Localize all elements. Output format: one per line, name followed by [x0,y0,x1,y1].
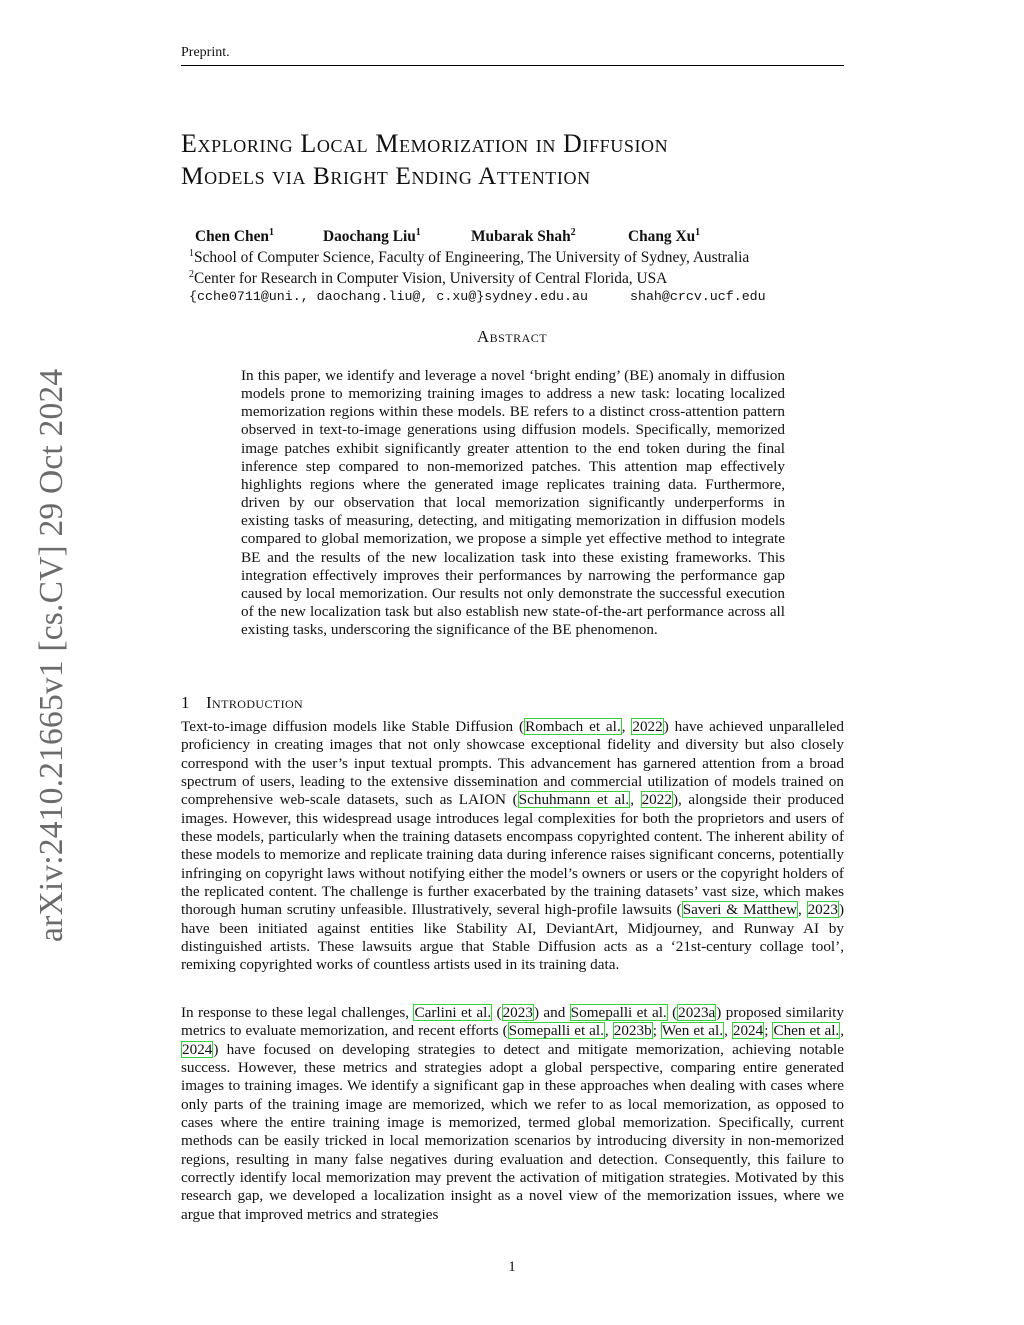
email-ucf[interactable]: shah@crcv.ucf.edu [629,289,766,304]
text-run: , [724,1022,732,1040]
section-heading-introduction [181,693,303,713]
text-run: ; [652,1022,661,1040]
text-run: ) proposed similarity metrics to evaluate memorization, and recent efforts ( [181,1004,844,1040]
text-run: ( [667,1004,678,1021]
text-run: ) have been initiated against entities like Stability AI, DeviantArt, Midjourney, and Runway AI by distinguished artists. These lawsuits argue that Stable Diffusion acts as a ‘21st-century collage tool’, remixing copyrighted works of countless artists used in its training data. [181,901,844,974]
text-run: , [840,1022,845,1040]
citation-link[interactable]: Somepalli et al. [508,1022,604,1040]
text-run: ), alongside their produced images. However, this widespread usage introduces legal complexities for both the proprietors and users of these models, particularly when the training datasets encompass copyrighted content. The inherent ability of these models to memorize and replicate training data during inference raises significant concerns, potentially infringing on copyright laws without notifying either the model’s owners or users or the copyright holders of the replicated content. The challenge is further exacerbated by the training datasets’ vast size, which makes thorough human scrutiny unfeasible. Illustratively, several high-profile lawsuits ( [181,791,845,919]
author [471,227,628,246]
author [323,227,471,246]
citation-link[interactable]: Somepalli et al. [570,1004,667,1021]
citation-link[interactable]: 2022 [641,791,672,809]
title-line-2: Models via Bright Ending Attention [181,162,591,190]
affiliation-mark: 2 [189,269,194,280]
author-name: Daochang Liu [323,228,416,246]
text-run: ) have achieved unparalleled proficiency in creating images that not only showcase exceptional fidelity and diversity but also closely correspond with the user’s input textual prompts. This advancement has garnered attention from a broad spectrum of users, leading to the extensive dissemination and commercial utilization of models trained on comprehensive web-scale datasets, such as LAION ( [181,718,845,809]
author-name: Chang Xu [628,228,696,246]
citation-link[interactable]: 2023b [613,1022,652,1040]
citation-link[interactable]: 2024 [732,1022,764,1040]
author-affil-mark: 1 [415,227,421,238]
section-title: Introduction [206,693,304,712]
text-run: ) have focused on developing strategies to detect and mitigate memorization, achieving notable success. However, these metrics and strategies adopt a global perspective, comparing entire generated images to training images. We identify a significant gap in these approaches when dealing with cases where only parts of the training image are memorized, which we refer to as local memorization, as opposed to cases where the entire training image is memorized, termed global memorization. Specifically, current methods can be easily tricked in local memorization scenarios by introducing diversity in non-memorized regions, resulting in many false negatives during evaluation and detection. Consequently, this failure to correctly identify local memorization may prevent the activation of mitigation strategies. Motivated by this research gap, we developed a localization insight as a novel view of the memorization issues, where we argue that improved metrics and strategies [181,1040,844,1223]
affiliation [189,248,749,267]
intro-paragraph-1 [181,718,844,975]
page-header [181,44,844,66]
email-sydney[interactable]: {cche0711@uni., daochang.liu@, c.xu@}sydney.edu.au [189,289,588,304]
author-affil-mark: 1 [268,227,274,238]
intro-paragraph-2 [181,1004,844,1224]
author-name: Mubarak Shah [471,228,571,246]
affiliation [189,269,667,288]
affiliation-text: School of Computer Science, Faculty of Engineering, The University of Sydney, Australia [194,249,750,267]
text-run: ; [764,1022,773,1040]
author-list [195,227,700,246]
page-number: 1 [508,1259,516,1275]
text-run: , [797,901,807,919]
abstract-text: In this paper, we identify and leverage a novel ‘bright ending’ (BE) anomaly in diffusion models prone to memorizing training images to address a new task: locating localized memorization regions within these models. BE refers to a distinct cross-attention pattern observed in text-to-image generations using diffusion models. Specifically, memorized image patches exhibit significantly greater attention to the end token during the final inference step compared to non-memorized patches. This attention map effectively highlights regions where the generated image replicates training data. Furthermore, driven by our observation that local memorization significantly underperforms in existing tasks of measuring, detecting, and mitigating memorization in diffusion models compared to global memorization, we propose a simple yet effective method to integrate BE and the results of the new localization task into these existing frameworks. This integration effectively improves their performances by narrowing the performance gap caused by local memorization. Our results not only demonstrate the successful execution of the new localization task but also establish new state-of-the-art performance across all existing tasks, underscoring the significance of the BE phenomenon. [241,367,785,639]
citation-link[interactable]: Rombach et al. [525,718,621,735]
author-name: Chen Chen [195,228,269,246]
author-affil-mark: 1 [695,227,701,238]
citation-link[interactable]: 2024 [182,1040,213,1058]
text-run: In response to these legal challenges, [181,1004,414,1021]
text-run: , [621,718,632,735]
text-run: , [630,791,641,809]
citation-link[interactable]: Wen et al. [661,1022,724,1040]
text-run: , [604,1022,613,1040]
citation-link[interactable]: 2023 [807,901,838,919]
author [628,227,700,246]
citation-link[interactable]: 2022 [632,718,663,735]
citation-link[interactable]: Saveri & Matthew [682,901,797,919]
citation-link[interactable]: 2023a [678,1004,716,1021]
section-number: 1 [181,693,190,712]
preprint-label: Preprint. [181,45,230,60]
citation-link[interactable]: Schuhmann et al. [518,791,630,809]
citation-link[interactable]: Carlini et al. [414,1004,492,1021]
text-run: ( [492,1004,502,1021]
affiliation-mark: 1 [189,248,194,259]
text-run: ) and [533,1004,570,1021]
affiliation-text: Center for Research in Computer Vision, University of Central Florida, USA [194,270,668,288]
citation-link[interactable]: Chen et al. [773,1022,840,1040]
title-line-1: Exploring Local Memorization in Diffusion [181,129,669,158]
paper-title [181,128,844,192]
arxiv-identifier: arXiv:2410.21665v1 [cs.CV] 29 Oct 2024 [33,368,70,942]
citation-link[interactable]: 2023 [502,1004,533,1021]
abstract-heading: Abstract [476,327,548,346]
text-run: Text-to-image diffusion models like Stable Diffusion ( [181,718,525,735]
author [195,227,323,246]
author-emails [189,289,766,304]
author-affil-mark: 2 [570,227,576,238]
